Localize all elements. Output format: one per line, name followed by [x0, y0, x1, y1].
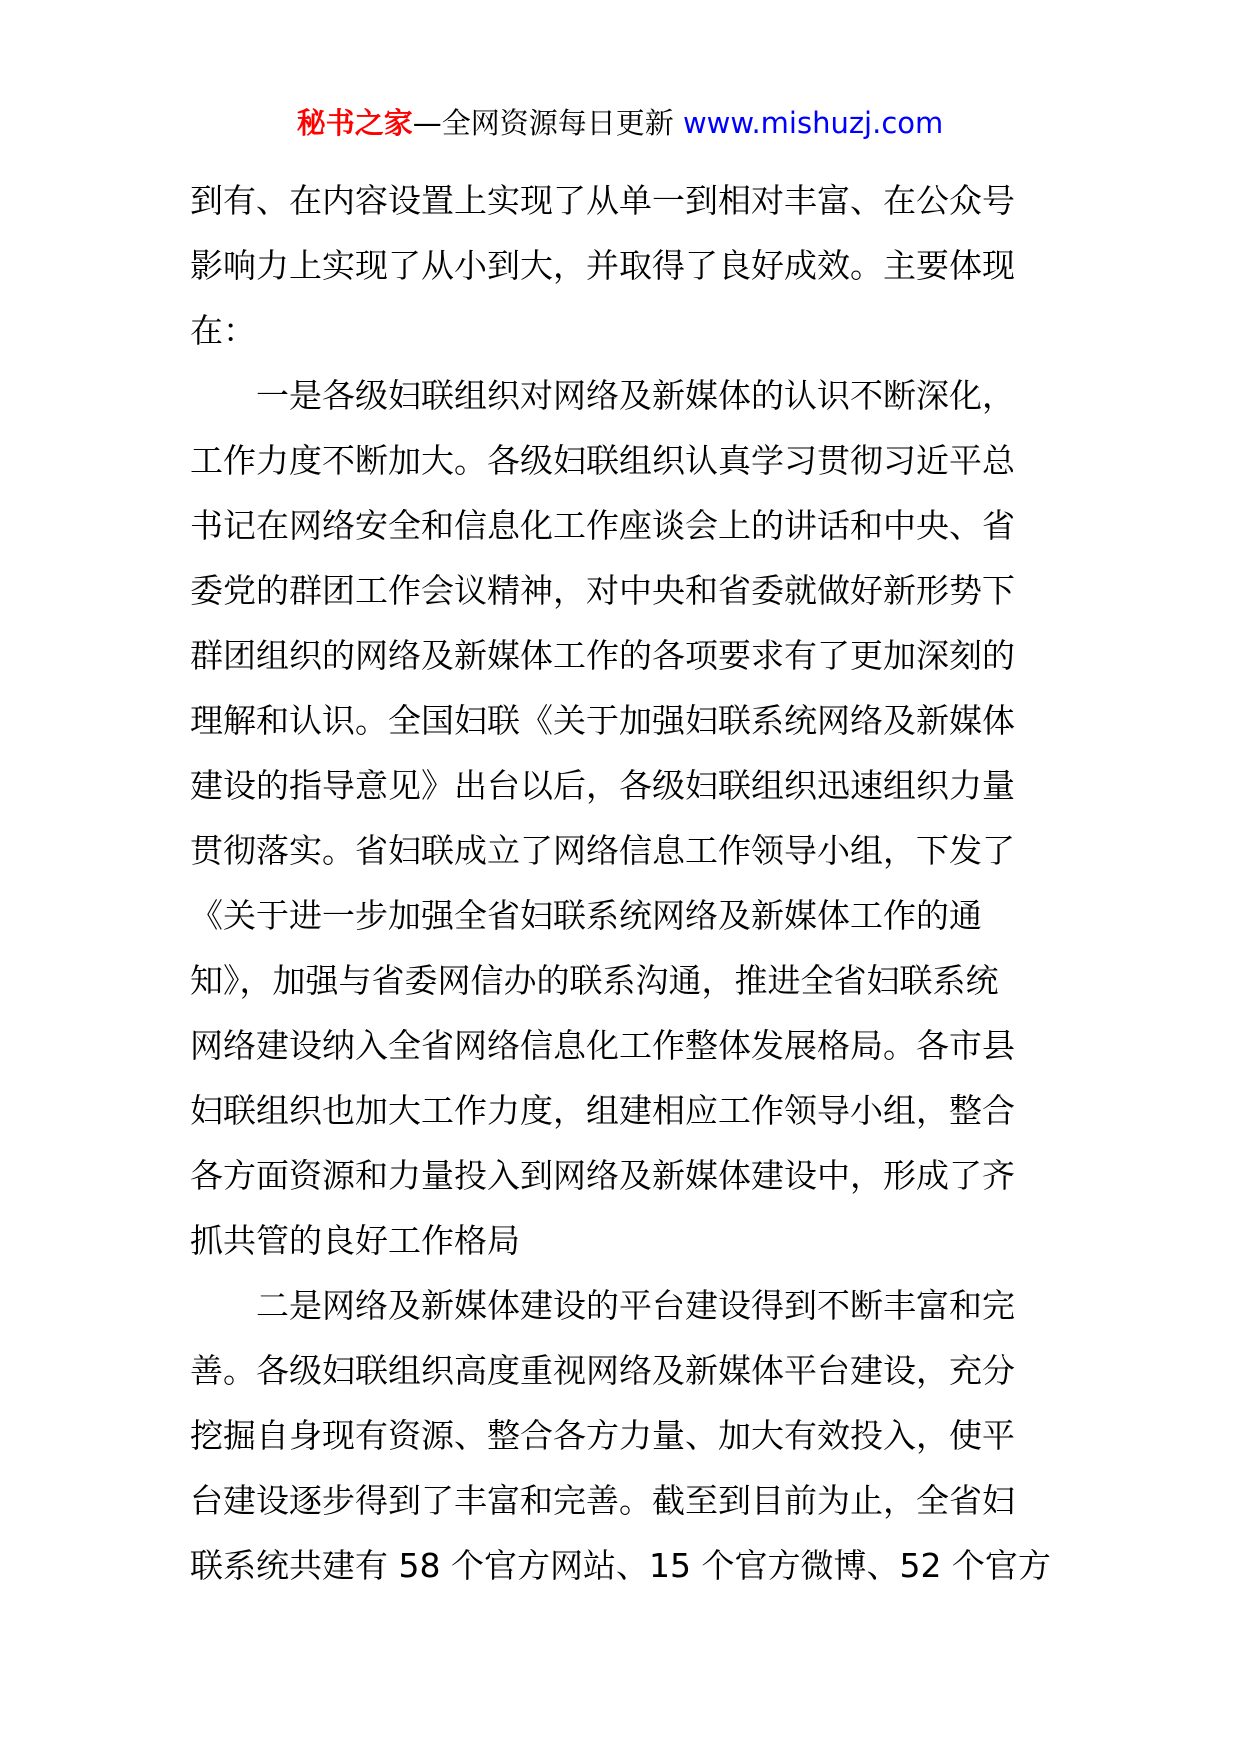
- header-url-link[interactable]: www.mishuzj.com: [682, 106, 944, 140]
- text-line: 善。各级妇联组织高度重视网络及新媒体平台建设，充分: [190, 1351, 1015, 1390]
- text-line: 妇联组织也加大工作力度，组建相应工作领导小组，整合: [190, 1091, 1015, 1130]
- text-line: 书记在网络安全和信息化工作座谈会上的讲话和中央、省: [190, 506, 1015, 545]
- document-body: [190, 168, 1060, 1598]
- text-line: 各方面资源和力量投入到网络及新媒体建设中，形成了齐: [190, 1156, 1015, 1195]
- text-line: 群团组织的网络及新媒体工作的各项要求有了更加深刻的: [190, 636, 1015, 675]
- text-line: 联系统共建有 58 个官方网站、15 个官方微博、52 个官方: [190, 1546, 1051, 1585]
- text-line: 台建设逐步得到了丰富和完善。截至到目前为止，全省妇: [190, 1481, 1015, 1520]
- text-line: 网络建设纳入全省网络信息化工作整体发展格局。各市县: [190, 1026, 1015, 1065]
- text-line: 《关于进一步加强全省妇联系统网络及新媒体工作的通: [190, 896, 982, 935]
- text-line: 在：: [190, 311, 256, 350]
- text-line: 挖掘自身现有资源、整合各方力量、加大有效投入，使平: [190, 1416, 1015, 1455]
- text-line: 到有、在内容设置上实现了从单一到相对丰富、在公众号: [190, 181, 1015, 220]
- text-line: 工作力度不断加大。各级妇联组织认真学习贯彻习近平总: [190, 441, 1015, 480]
- paragraph-start-line: 二是网络及新媒体建设的平台建设得到不断丰富和完: [256, 1286, 1015, 1325]
- text-line: 委党的群团工作会议精神，对中央和省委就做好新形势下: [190, 571, 1015, 610]
- brand-name: 秘书之家: [296, 106, 413, 140]
- text-line: 理解和认识。全国妇联《关于加强妇联系统网络及新媒体: [190, 701, 1015, 740]
- text-line: 建设的指导意见》出台以后，各级妇联组织迅速组织力量: [190, 766, 1015, 805]
- page-header: [0, 103, 1240, 143]
- text-line: 影响力上实现了从小到大，并取得了良好成效。主要体现: [190, 246, 1015, 285]
- paragraph-start-line: 一是各级妇联组织对网络及新媒体的认识不断深化，: [256, 376, 1015, 415]
- header-tagline: —全网资源每日更新: [412, 106, 683, 140]
- text-line: 抓共管的良好工作格局: [190, 1221, 520, 1260]
- text-line: 贯彻落实。省妇联成立了网络信息工作领导小组，下发了: [190, 831, 1015, 870]
- text-line: 知》，加强与省委网信办的联系沟通，推进全省妇联系统: [190, 961, 999, 1000]
